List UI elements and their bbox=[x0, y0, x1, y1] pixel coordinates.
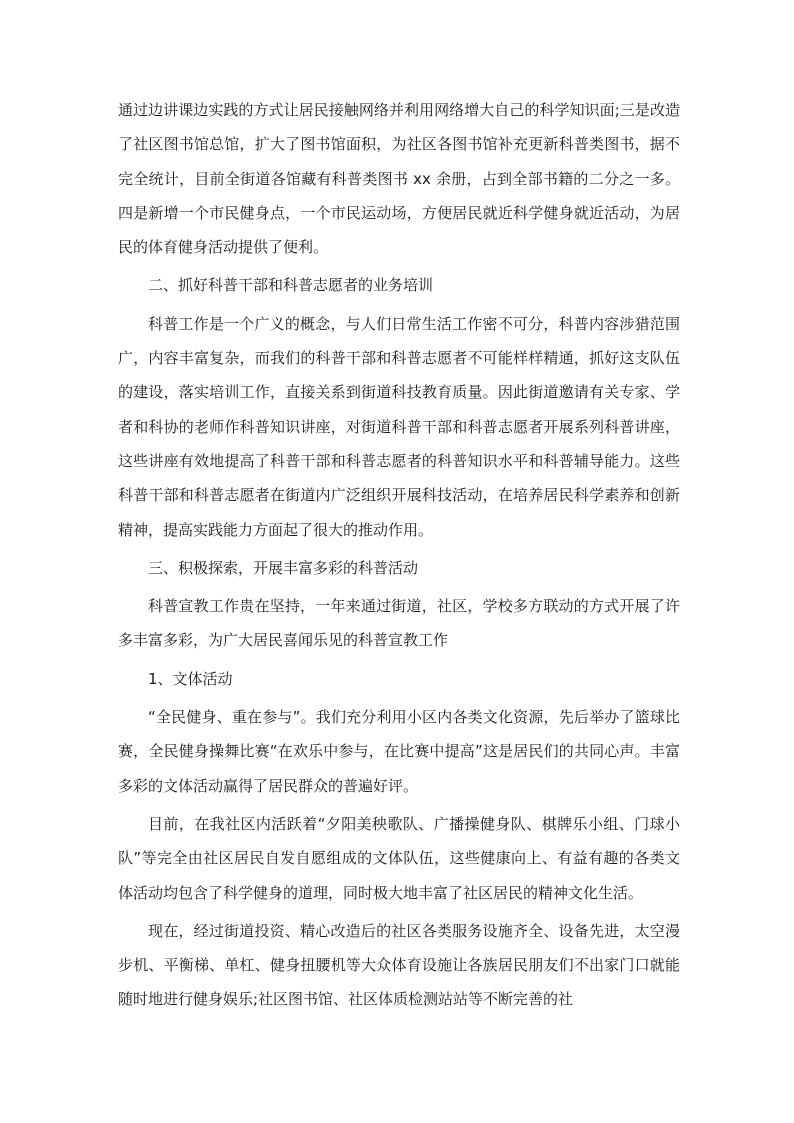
body-paragraph: 科普工作是一个广义的概念，与人们日常生活工作密不可分，科普内容涉猎范围广，内容丰富复杂，而我们的科普干部和科普志愿者不可能样样精通，抓好这支队伍的建设，落实培训工作，直接关系到街道科技教育质量。因此街道邀请有关专家、学者和科协的老师作科普知识讲座，对街道科普干部和科普志愿者开展系列科普讲座，这些讲座有效地提高了科普干部和科普志愿者的科普知识水平和科普辅导能力。这些科普干部和科普志愿者在街道内广泛组织开展科技活动，在培养居民科学素养和创新精神，提高实践能力方面起了很大的推动作用。 bbox=[118, 314, 680, 539]
body-paragraph: 通过边讲课边实践的方式让居民接触网络并利用网络增大自己的科学知识面;三是改造了社区图书馆总馆，扩大了图书馆面积，为社区各图书馆补充更新科普类图书，据不完全统计，目前全街道各馆藏有科普类图书 xx 余册，占到全部书籍的二分之一多。四是新增一个市民健身点，一个市民运动场，方便居民就近科学健身就近活动，为居民的体育健身活动提供了便利。 bbox=[118, 101, 680, 257]
body-paragraph: 科普宣教工作贵在坚持，一年来通过街道，社区，学校多方联动的方式开展了许多丰富多彩，为广大居民喜闻乐见的科普宣教工作 bbox=[118, 597, 680, 650]
section-heading: 三、积极探索，开展丰富多彩的科普活动 bbox=[148, 558, 419, 577]
body-paragraph: “全民健身、重在参与”。我们充分利用小区内各类文化资源，先后举办了篮球比赛，全民健身操舞比赛“在欢乐中参与，在比赛中提高”这是居民们的共同心声。丰富多彩的文体活动赢得了居民群众的普遍好评。 bbox=[118, 708, 680, 795]
subsection-heading: 1、文体活动 bbox=[148, 669, 233, 688]
document-body bbox=[118, 93, 680, 1017]
body-paragraph: 目前，在我社区内活跃着“夕阳美秧歌队、广播操健身队、棋牌乐小组、门球小队”等完全由社区居民自发自愿组成的文体队伍，这些健康向上、有益有趣的各类文体活动均包含了科学健身的道理，同时极大地丰富了社区居民的精神文化生活。 bbox=[118, 814, 680, 902]
body-paragraph: 现在，经过街道投资、精心改造后的社区各类服务设施齐全、设备先进，太空漫步机、平衡梯、单杠、健身扭腰机等大众体育设施让各族居民朋友们不出家门口就能随时地进行健身娱乐;社区图书馆、社区体质检测站站等不断完善的社 bbox=[118, 921, 680, 1009]
section-heading: 二、抓好科普干部和科普志愿者的业务培训 bbox=[148, 276, 434, 295]
